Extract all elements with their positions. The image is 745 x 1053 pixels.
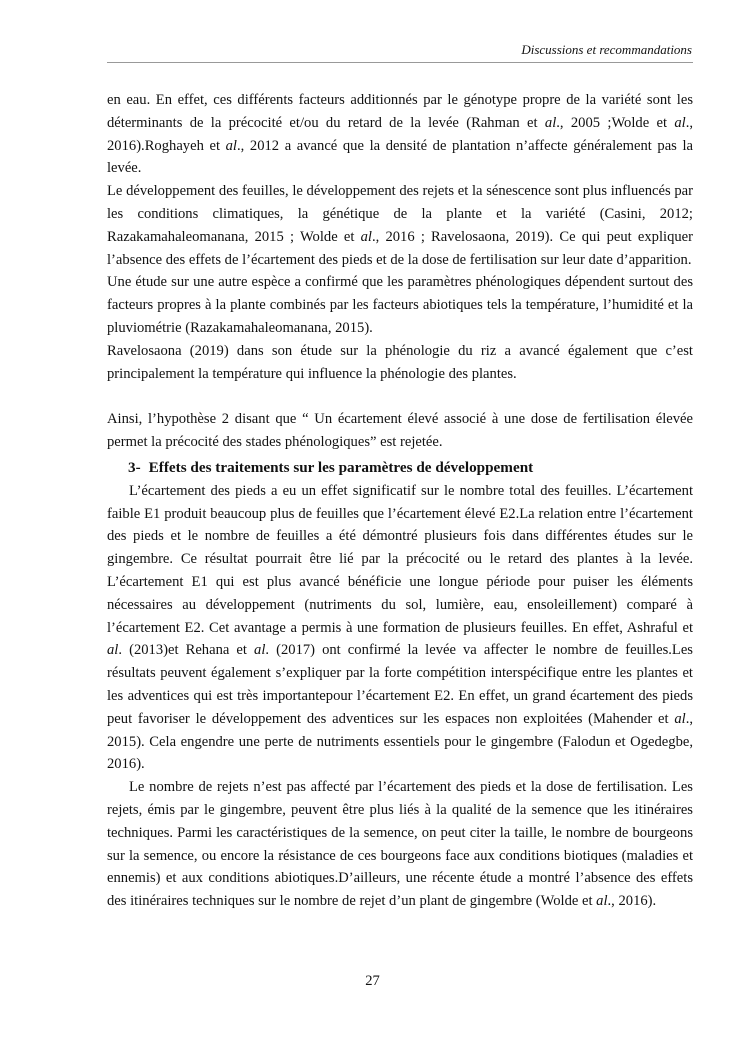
- header-divider: [107, 62, 693, 63]
- italic-text: al: [674, 114, 686, 131]
- section-heading: [128, 456, 693, 480]
- italic-text: al: [544, 114, 557, 131]
- text-run: Le nombre de rejets n’est pas affecté par l’écartement des pieds et la dose de fertilisation. Les rejets, émis par le gingembre, peuvent être plus liés à la qualité de la semence que les itinéraires techniques. Parmi les caractéristiques de la semence, on peut citer la taille, le nombre de bourgeons sur la semence, ou encore la résistance de ces bourgeons face aux conditions biotiques (maladies et ennemis) et aux conditions abiotiques.D’ailleurs, une récente étude a montré l’absence des effets des itinéraires techniques sur le nombre de rejet d’un plant de gingembre (Wolde et: [107, 779, 693, 910]
- body-text: [107, 89, 693, 913]
- paragraph: [107, 408, 693, 454]
- text-run: en eau. En effet, ces différents facteurs additionnés par le génotype propre de la variété sont les déterminants de la précocité et/ou du retard de la levée (Rahman et: [107, 92, 693, 131]
- italic-text: al: [674, 710, 686, 727]
- text-run: . (2017) ont confirmé la levée va affecter le nombre de feuilles.Les résultats peuvent également s’expliquer par la forte compétition interspécifique entre les plantes et les adventices qui est très importantepour l’écartement E2. En effet, un grand écartement des pieds peut favoriser le développement des adventices sur les espaces non exploitées (Mahender et: [107, 642, 693, 727]
- italic-text: al: [225, 137, 237, 154]
- text-run: . (2013)et Rehana et: [118, 642, 255, 659]
- paragraph: [107, 89, 693, 180]
- paragraph: [107, 776, 693, 913]
- text-run: L’écartement des pieds a eu un effet significatif sur le nombre total des feuilles. L’écartement faible E1 produit beaucoup plus de feuilles que l’écartement élevé E2.La relation entre l’écartement des pieds et le nombre de feuilles a été démontré plusieurs fois dans différentes études sur le gingembre. Ce résultat pourrait être lié par la précocité ou le retard des plantes à la levée. L’écartement E1 qui est plus avancé bénéficie une longue période pour puiser les éléments nécessaires au développement (nutriments du sol, lumière, eau, ensoleillement) comparé à l’écartement E2. Cet avantage a permis à une formation de plusieurs feuilles. En effet, Ashraful et: [107, 482, 693, 636]
- italic-text: al: [360, 228, 372, 245]
- italic-text: al: [596, 893, 608, 910]
- paragraph: [107, 340, 693, 386]
- text-run: Une étude sur une autre espèce a confirmé que les paramètres phénologiques dépendent surtout des facteurs propres à la plante combinés par les facteurs abiotiques tels la température, l’humidité et la pluviométrie (Razakamahaleomanana, 2015).: [107, 274, 693, 336]
- italic-text: al: [107, 642, 119, 659]
- paragraph: [107, 480, 693, 776]
- text-run: ., 2005 ;Wolde et: [556, 114, 675, 131]
- text-run: ., 2016 ; Ravelosaona, 2019). Ce qui peut expliquer l’absence des effets de l’écartement des pieds et de la dose de fertilisation sur leur date d’apparition.: [107, 228, 694, 268]
- text-run: Ravelosaona (2019) dans son étude sur la phénologie du riz a avancé également que c’est principalement la température qui influence la phénologie des plantes.: [107, 342, 693, 382]
- paragraph: [107, 271, 693, 339]
- text-run: ., 2012 a avancé que la densité de plantation n’affecte généralement pas la levée.: [107, 137, 693, 177]
- text-run: ., 2016).: [607, 893, 657, 910]
- running-header: Discussions et recommandations: [521, 42, 692, 57]
- italic-text: al: [254, 642, 266, 659]
- text-run: Le développement des feuilles, le développement des rejets et la sénescence sont plus influencés par les conditions climatiques, la génétique de la plante et la variété (Casini, 2012; Razakamahaleomanana, 2015 ; Wolde et: [107, 183, 693, 245]
- text-run: ., 2015). Cela engendre une perte de nutriments essentiels pour le gingembre (Falodun et Ogedegbe, 2016).: [107, 710, 693, 773]
- section-title: Effets des traitements sur les paramètres de développement: [148, 458, 534, 476]
- section-number: 3-: [128, 458, 141, 476]
- text-run: ., 2016).Roghayeh et: [107, 114, 693, 154]
- text-run: Ainsi, l’hypothèse 2 disant que “ Un écartement élevé associé à une dose de fertilisation élevée permet la précocité des stades phénologiques” est rejetée.: [107, 411, 693, 450]
- paragraph: [107, 180, 693, 271]
- page-number: 27: [365, 973, 380, 989]
